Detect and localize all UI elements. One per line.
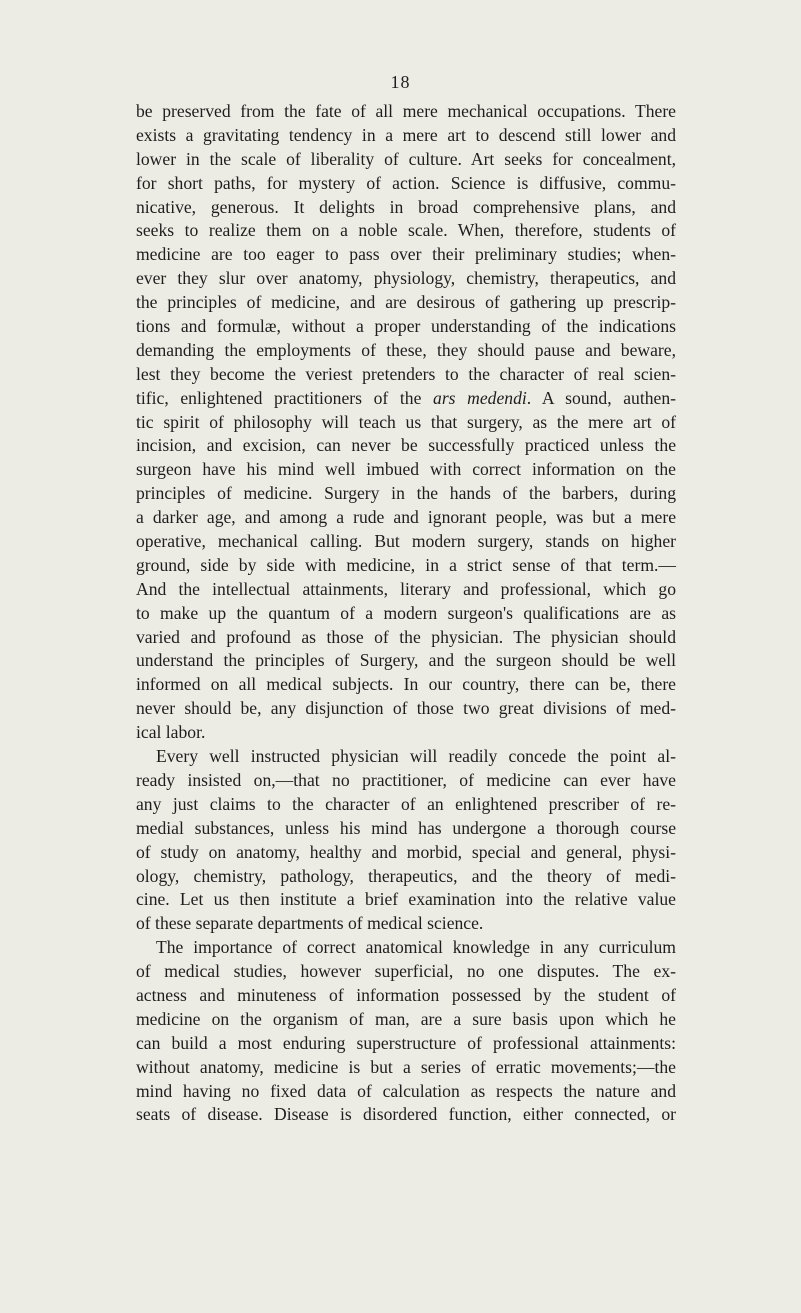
text-line: cine. Let us then institute a brief examination into the relative value — [136, 889, 676, 910]
text-line: medicine are too eager to pass over their preliminary studies; when- — [136, 244, 676, 265]
text-line: exists a gravitating tendency in a mere art to descend still lower and — [136, 124, 676, 145]
text-line: tions and formulæ, without a proper understanding of the indications — [136, 316, 676, 337]
text-line: any just claims to the character of an enlightened prescriber of re- — [136, 793, 676, 814]
body-text — [136, 100, 676, 1127]
text-line: of study on anatomy, healthy and morbid, special and general, physi- — [136, 841, 676, 862]
text-line: ical labor. — [136, 722, 206, 743]
text-line: nicative, generous. It delights in broad comprehensive plans, and — [136, 196, 676, 217]
text-line: ground, side by side with medicine, in a strict sense of that term.— — [136, 554, 676, 575]
text-line: understand the principles of Surgery, and the surgeon should be well — [136, 650, 676, 671]
text-line: a darker age, and among a rude and ignorant people, was but a mere — [136, 507, 676, 528]
text-line: tic spirit of philosophy will teach us that surgery, as the mere art of — [136, 411, 676, 432]
text-line: to make up the quantum of a modern surgeon's qualifications are as — [136, 602, 676, 623]
text-line: ready insisted on,—that no practitioner, of medicine can ever have — [136, 769, 676, 790]
text-line: ever they slur over anatomy, physiology, chemistry, therapeutics, and — [136, 268, 676, 289]
text-line: operative, mechanical calling. But modern surgery, stands on higher — [136, 531, 676, 552]
text-line: lest they become the veriest pretenders to the character of real scien- — [136, 363, 676, 384]
text-line: tific, enlightened practitioners of the ars medendi. A sound, authen- — [136, 387, 676, 408]
text-line: be preserved from the fate of all mere mechanical occupations. There — [136, 101, 676, 121]
text-line: varied and profound as those of the physician. The physician should — [136, 626, 676, 647]
text-line: the principles of medicine, and are desirous of gathering up prescrip- — [136, 292, 676, 313]
text-line: medial substances, unless his mind has undergone a thorough course — [136, 817, 676, 838]
text-line: Every well instructed physician will readily concede the point al- — [156, 746, 676, 767]
text-line: ology, chemistry, pathology, therapeutics, and the theory of medi- — [136, 865, 676, 886]
text-line: lower in the scale of liberality of culture. Art seeks for concealment, — [136, 148, 676, 169]
text-line: of these separate departments of medical science. — [136, 913, 484, 934]
text-line: seeks to realize them on a noble scale. When, therefore, students of — [136, 220, 676, 241]
text-line: The importance of correct anatomical knowledge in any curriculum — [156, 937, 676, 958]
text-line: surgeon have his mind well imbued with correct information on the — [136, 459, 676, 480]
text-line: demanding the employments of these, they should pause and beware, — [136, 339, 676, 360]
text-line: actness and minuteness of information possessed by the student of — [136, 984, 676, 1005]
text-line: And the intellectual attainments, literary and professional, which go — [136, 578, 676, 599]
text-line: medicine on the organism of man, are a sure basis upon which he — [136, 1008, 676, 1029]
text-line: can build a most enduring superstructure of professional attainments: — [136, 1032, 676, 1053]
text-line: for short paths, for mystery of action. Science is diffusive, commu- — [136, 172, 676, 193]
text-line: mind having no fixed data of calculation as respects the nature and — [136, 1080, 676, 1101]
text-line: of medical studies, however superficial, no one disputes. The ex- — [136, 961, 676, 982]
text-line: never should be, any disjunction of those two great divisions of med- — [136, 698, 676, 719]
page-number: 18 — [390, 72, 411, 92]
text-line: seats of disease. Disease is disordered function, either connected, or — [136, 1104, 676, 1125]
text-line: principles of medicine. Surgery in the hands of the barbers, during — [136, 483, 676, 504]
text-line: incision, and excision, can never be successfully practiced unless the — [136, 435, 676, 456]
text-line: informed on all medical subjects. In our country, there can be, there — [136, 674, 676, 695]
text-line: without anatomy, medicine is but a series of erratic movements;—the — [136, 1056, 676, 1077]
